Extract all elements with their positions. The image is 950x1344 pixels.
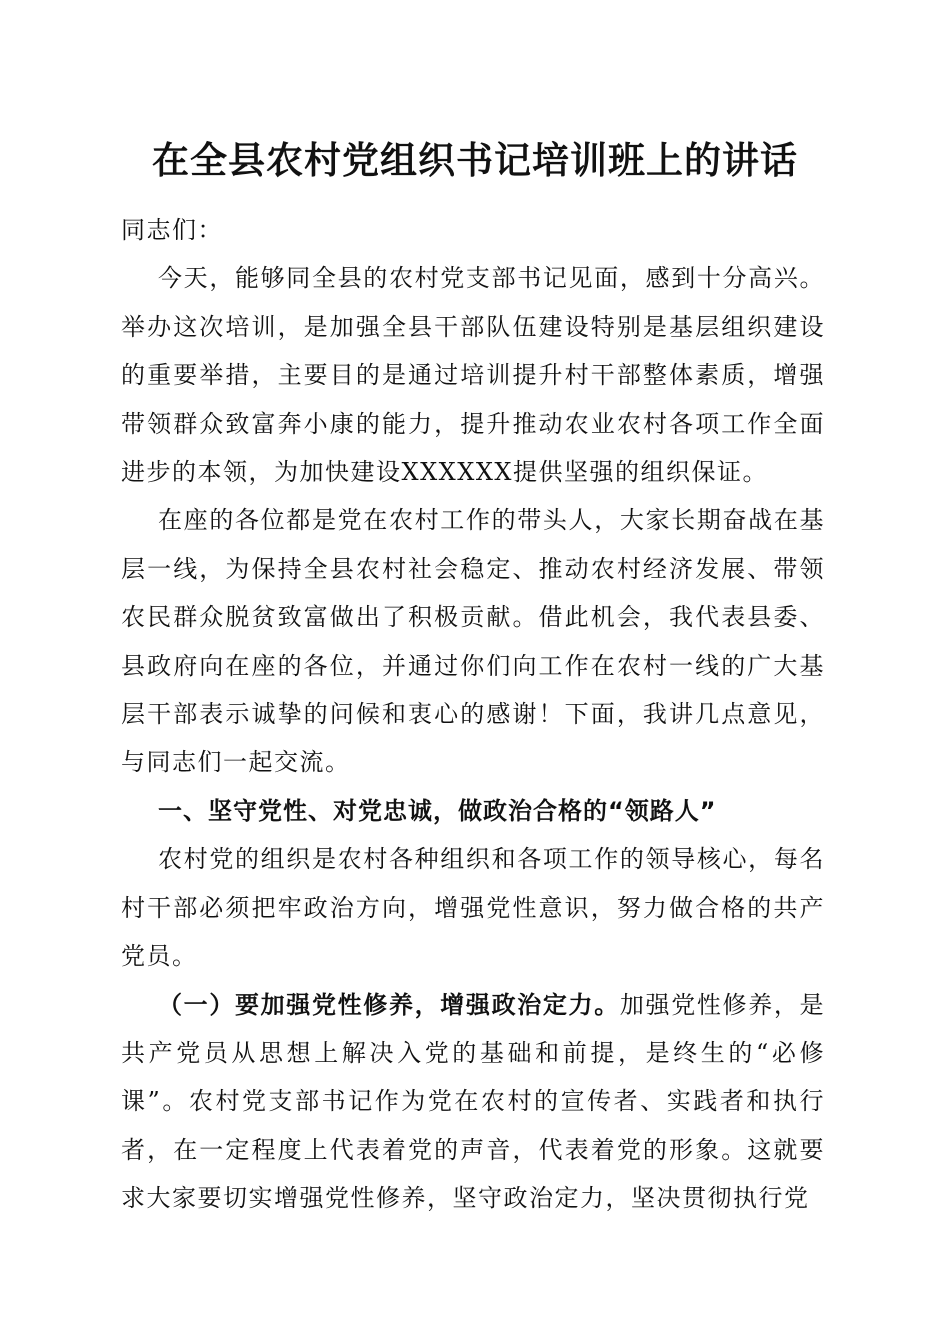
subsection-1-1: [121, 981, 825, 1223]
paragraph-opening: 今天，能够同全县的农村党支部书记见面，感到十分高兴。举办这次培训，是加强全县干部队伍建设特别是基层组织建设的重要举措，主要目的是通过培训提升村干部整体素质，增强带领群众致富奔小康的能力，提升推动农业农村各项工作全面进步的本领，为加快建设XXXXXX提供坚强的组织保证。: [121, 264, 825, 487]
paragraph-thanks: 在座的各位都是党在农村工作的带头人，大家长期奋战在基层一线，为保持全县农村社会稳定、推动农村经济发展、带领农民群众脱贫致富做出了积极贡献。借此机会，我代表县委、县政府向在座的各位，并通过你们向工作在农村一线的广大基层干部表示诚挚的问候和衷心的感谢！下面，我讲几点意见，与同志们一起交流。: [121, 506, 825, 777]
section-heading-1: 一、坚守党性、对党忠诚，做政治合格的“领路人”: [158, 796, 717, 825]
section-1-intro: 农村党的组织是农村各种组织和各项工作的领导核心，每名村干部必须把牢政治方向，增强党性意识，努力做合格的共产党员。: [121, 845, 825, 971]
subsection-1-1-text: 加强党性修养，是共产党员从思想上解决入党的基础和前提，是终生的“必修课”。农村党支部书记作为党在农村的宣传者、实践者和执行者，在一定程度上代表着党的声音，代表着党的形象。这就要求大家要切实增强党性修养，坚守政治定力，坚决贯彻执行党: [121, 990, 826, 1213]
document-body: [121, 206, 825, 1223]
greeting: 同志们：: [121, 216, 223, 244]
document-title: 在全县农村党组织书记培训班上的讲话: [152, 138, 798, 182]
subsection-1-1-lead: （一）要加强党性修养，增强政治定力。: [158, 989, 620, 1019]
